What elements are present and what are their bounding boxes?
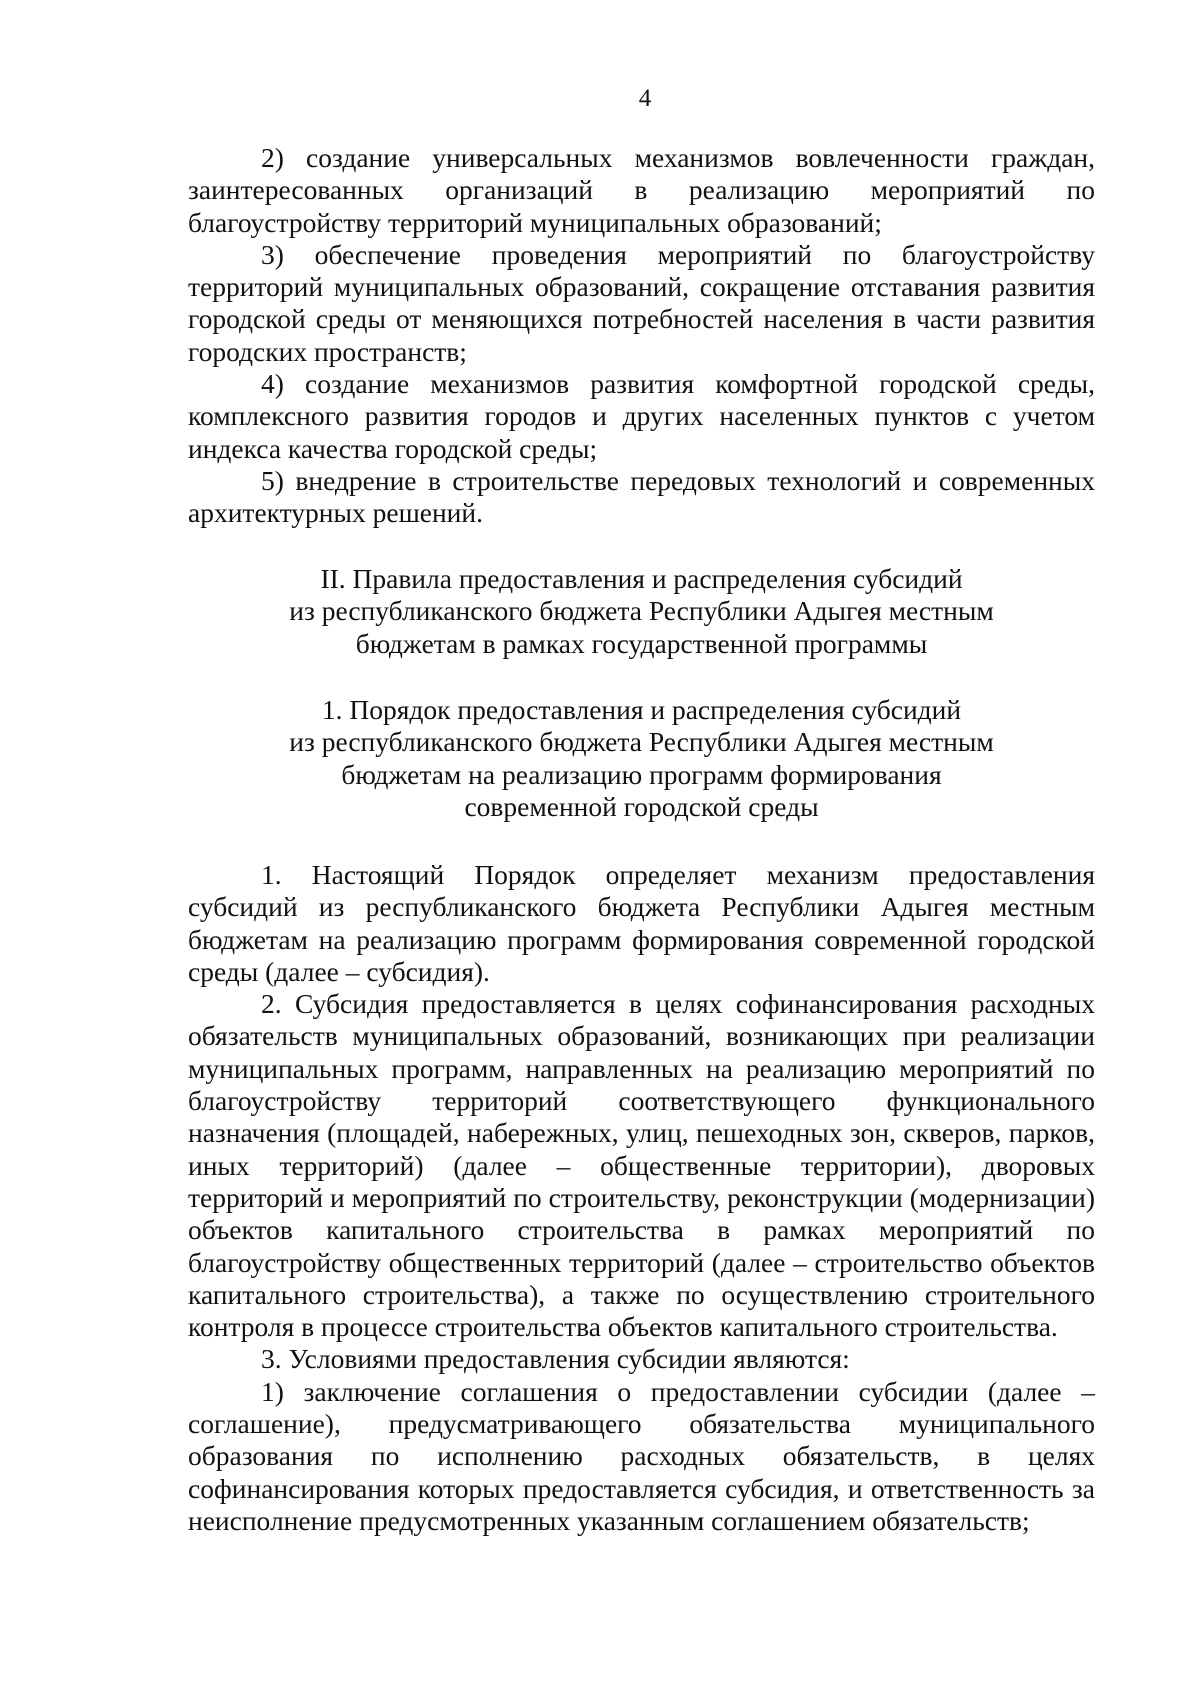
paragraph: 4) создание механизмов развития комфортной городской среды, комплексного развития городов и других населенных пунктов с учетом индекса качества городской среды; [188,368,1095,464]
paragraph: 2. Субсидия предоставляется в целях софинансирования расходных обязательств муниципальных образований, возникающих при реализации муниципальных программ, направленных на реализацию мероприятий по благоустройству территорий соответствующего функционального назначения (площадей, набережных, улиц, пешеходных зон, скверов, парков, иных территорий) (далее – общественные территории), дворовых территорий и мероприятий по строительству, реконструкции (модернизации) объектов капитального строительства в рамках мероприятий по благоустройству общественных территорий (далее – строительство объектов капитального строительства), а также по осуществлению строительного контроля в процессе строительства объектов капитального строительства. [188,988,1095,1343]
paragraph: 5) внедрение в строительстве передовых технологий и современных архитектурных решений. [188,464,1095,529]
section-heading [188,563,1095,660]
paragraph: 1. Настоящий Порядок определяет механизм предоставления субсидий из республиканского бюджета Республики Адыгея местным бюджетам на реализацию программ формирования современной городской среды (далее – субсидия). [188,859,1095,987]
paragraph: 2) создание универсальных механизмов вовлеченности граждан, заинтересованных организаций в реализацию мероприятий по благоустройству территорий муниципальных образований; [188,142,1095,238]
heading-line: из республиканского бюджета Республики Адыгея местным [289,595,994,627]
heading-line: из республиканского бюджета Республики Адыгея местным [289,726,994,758]
paragraph: 3) обеспечение проведения мероприятий по благоустройству территорий муниципальных образований, сокращение отставания развития городской среды от меняющихся потребностей населения в части развития городских пространств; [188,238,1095,367]
heading-line: бюджетам в рамках государственной программы [355,627,928,659]
paragraph: 3. Условиями предоставления субсидии являются: [261,1343,850,1375]
goals-list [188,142,1095,530]
paragraph: 1) заключение соглашения о предоставлении субсидии (далее – соглашение), предусматривающего обязательства муниципального образования по исполнению расходных обязательств, в целях софинансирования которых предоставляется субсидия, и ответственность за неисполнение предусмотренных указанным соглашением обязательств; [188,1375,1095,1536]
subsection-heading [188,694,1095,823]
heading-line: бюджетам на реализацию программ формирования [341,758,942,790]
heading-line: современной городской среды [464,790,819,822]
procedure-text [188,859,1095,1537]
page-number: 4 [638,85,652,112]
heading-line: 1. Порядок предоставления и распределения субсидий [321,694,962,725]
heading-line: II. Правила предоставления и распределения субсидий [320,563,963,594]
